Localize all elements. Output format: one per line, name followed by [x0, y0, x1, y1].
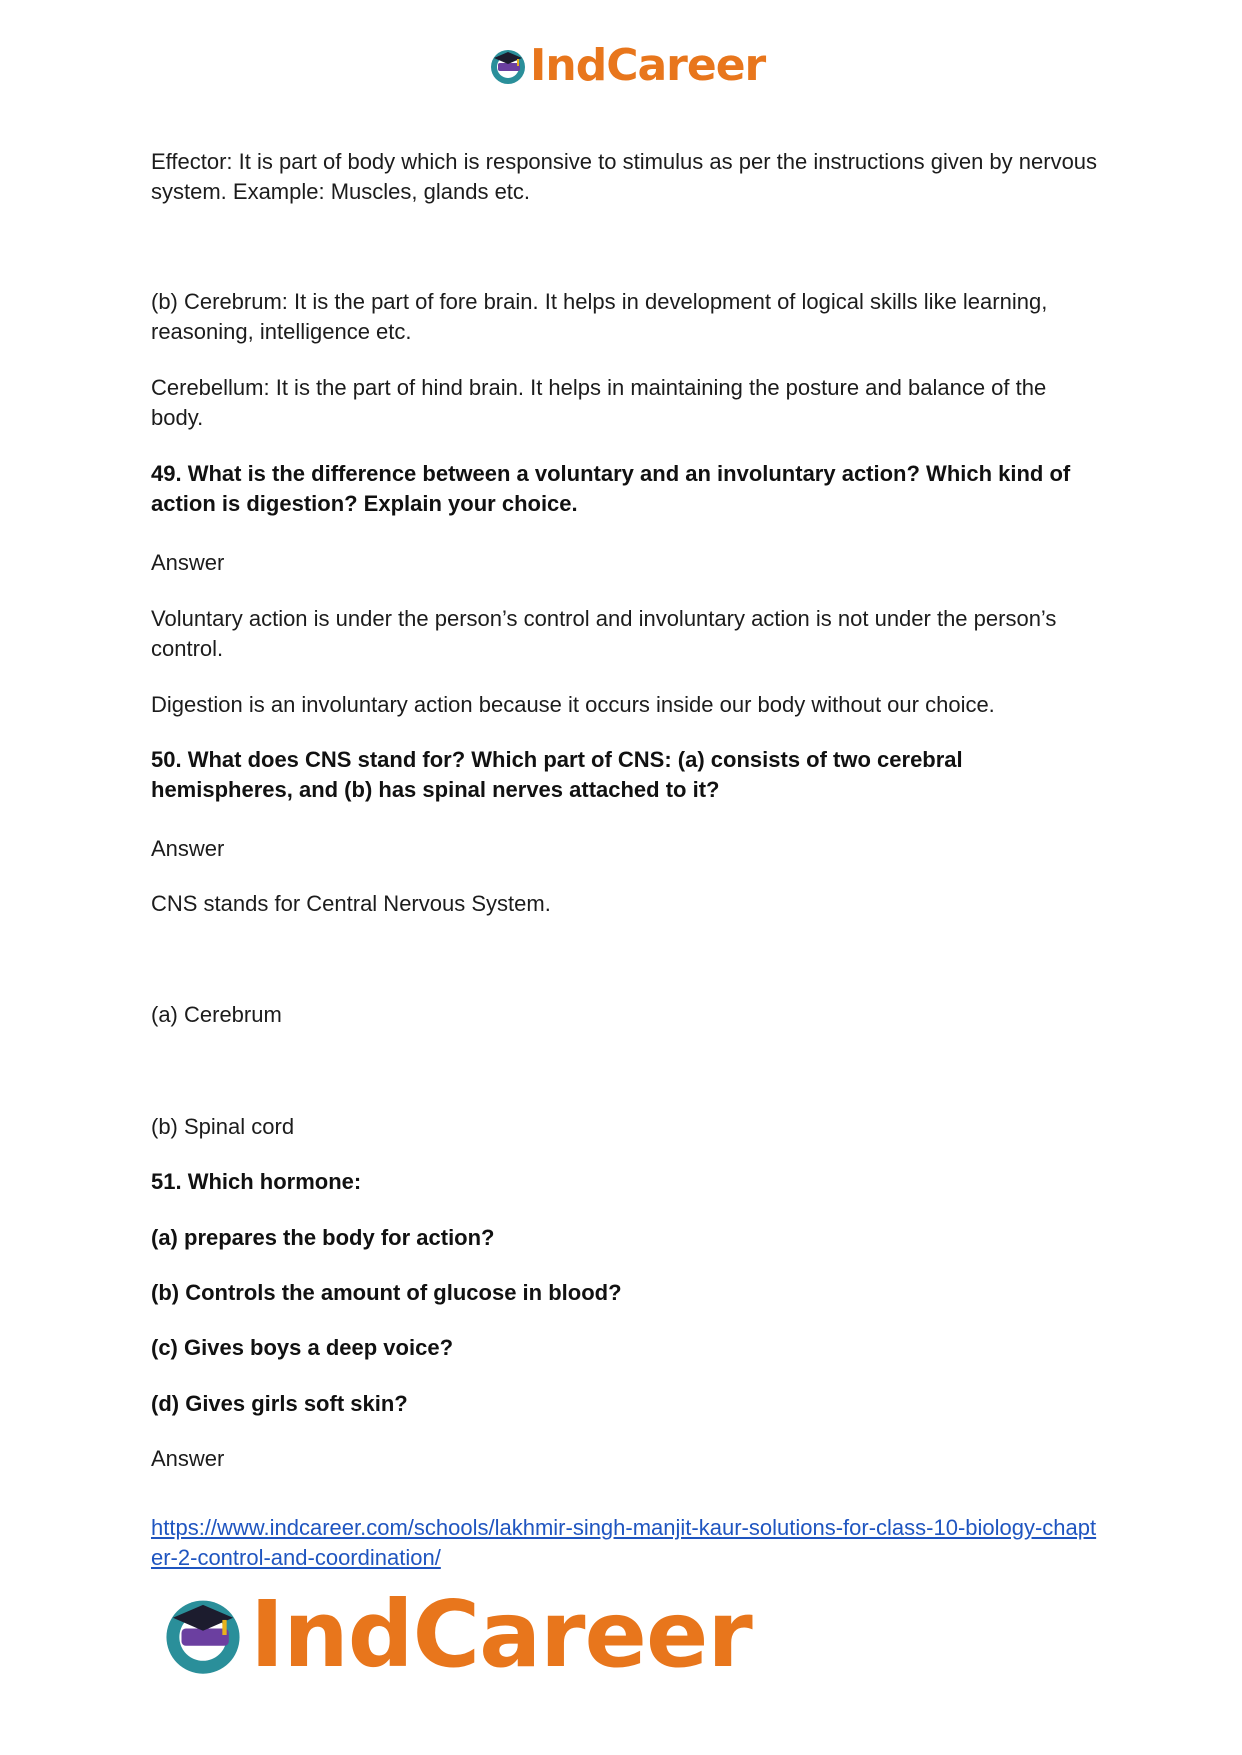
question-51: 51. Which hormone:	[151, 1169, 362, 1194]
graduation-book-icon	[488, 46, 528, 86]
brand-name: IndCareer	[530, 40, 766, 91]
answer-a-cerebrum: (a) Cerebrum	[151, 1002, 282, 1027]
question-49: 49. What is the difference between a voluntary and an involuntary action? Which kind of action is digestion? Explain your choice.	[151, 461, 1071, 516]
paragraph-digestion: Digestion is an involuntary action because it occurs inside our body without our choice.	[151, 692, 995, 717]
brand-name: IndCareer	[250, 1581, 752, 1688]
paragraph-voluntary: Voluntary action is under the person’s control and involuntary action is not under the person’s control.	[151, 606, 1057, 661]
paragraph-cerebrum: (b) Cerebrum: It is the part of fore brain. It helps in development of logical skills like learning, reasoning, intelligence etc.	[151, 289, 1048, 344]
header-logo	[488, 40, 765, 92]
answer-label: Answer	[151, 550, 225, 575]
source-link[interactable]: https://www.indcareer.com/schools/lakhmir-singh-manjit-kaur-solutions-for-class-10-biology-chapter-2-control-and-coordination/	[151, 1515, 1097, 1570]
question-51-b: (b) Controls the amount of glucose in blood?	[151, 1280, 622, 1305]
paragraph-cerebellum: Cerebellum: It is the part of hind brain. It helps in maintaining the posture and balance of the body.	[151, 375, 1047, 430]
paragraph-cns: CNS stands for Central Nervous System.	[151, 891, 551, 916]
paragraph-effector: Effector: It is part of body which is responsive to stimulus as per the instructions given by nervous system. Example: Muscles, glands etc.	[151, 149, 1098, 204]
question-50: 50. What does CNS stand for? Which part of CNS: (a) consists of two cerebral hemispheres, and (b) has spinal nerves attached to it?	[151, 747, 963, 802]
footer-logo	[160, 1580, 752, 1690]
question-51-d: (d) Gives girls soft skin?	[151, 1391, 408, 1416]
answer-label: Answer	[151, 836, 225, 861]
question-51-c: (c) Gives boys a deep voice?	[151, 1335, 454, 1360]
graduation-book-icon	[160, 1592, 246, 1678]
answer-b-spinal-cord: (b) Spinal cord	[151, 1114, 295, 1139]
answer-label: Answer	[151, 1446, 225, 1471]
question-51-a: (a) prepares the body for action?	[151, 1225, 495, 1250]
